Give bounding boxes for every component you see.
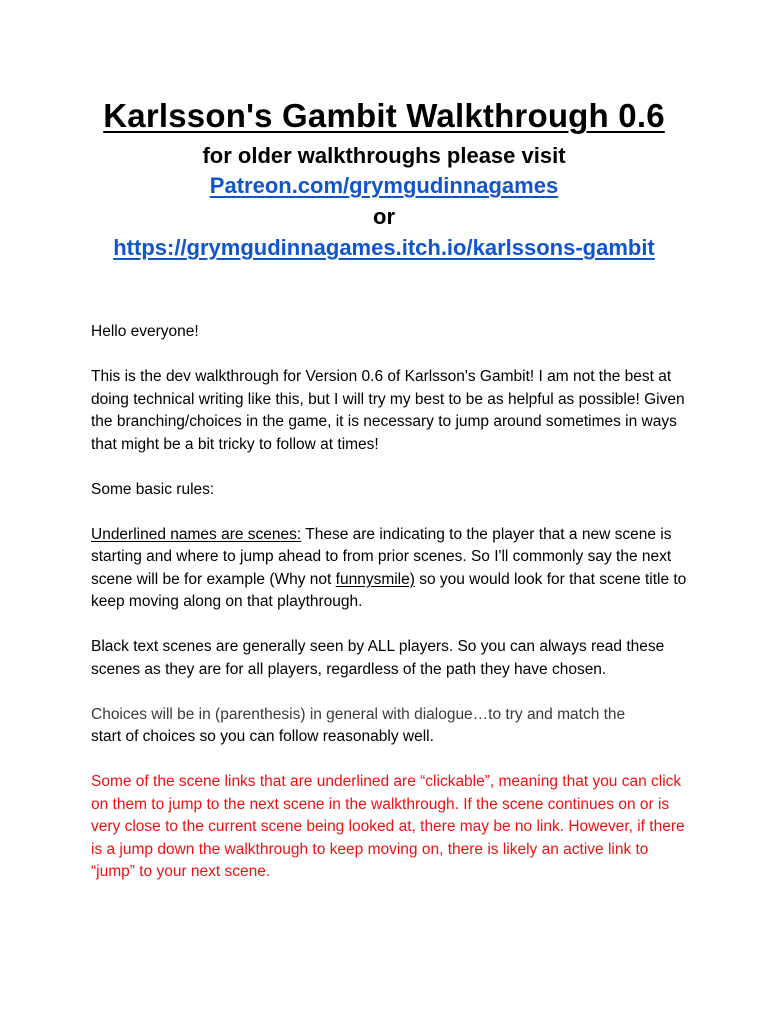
rule-clickable-links-paragraph: Some of the scene links that are underlined are “clickable”, meaning that you can click on them to jump to the next scene in the walkthrough. If the scene continues on or is very close to the current scene being looked at, there may be no link. However, if there is a jump down the walkthrough to keep moving on, there is likely an active link to “jump” to your next scene. xyxy=(91,773,685,880)
greeting-paragraph: Hello everyone! xyxy=(91,323,199,340)
patreon-link[interactable]: Patreon.com/grymgudinnagames xyxy=(209,173,559,198)
document-body xyxy=(91,321,691,906)
rule-scenes-label: Underlined names are scenes: xyxy=(91,525,302,543)
rule-scenes-paragraph xyxy=(91,524,691,614)
rule-choices-paragraph xyxy=(91,704,691,749)
rule-black-text-paragraph: Black text scenes are generally seen by ALL players. So you can always read these scenes as they are for all players, regardless of the path they have chosen. xyxy=(91,638,665,678)
scene-example-link[interactable]: funnysmile) xyxy=(335,570,415,588)
subtitle: for older walkthroughs please visit xyxy=(202,143,566,168)
intro-paragraph: This is the dev walkthrough for Version 0.6 of Karlsson's Gambit! I am not the best at doing technical writing like this, but I will try my best to be as helpful as possible! Given the branching/choices in the game, it is necessary to jump around sometimes in ways that might be a bit tricky to follow at times! xyxy=(91,368,685,453)
itch-link[interactable]: https://grymgudinnagames.itch.io/karlssons-gambit xyxy=(113,235,655,260)
or-separator: or xyxy=(373,204,395,229)
rule-choices-gray-text: Choices will be in (parenthesis) in general with dialogue…to try and match the xyxy=(91,705,626,723)
rule-scenes-text-b: so you would look for that scene title to keep moving along on that playthrough. xyxy=(91,570,687,610)
rule-scenes-text-a: These are indicating to the player that a new scene is starting and where to jump ahead to from prior scenes. So I'll commonly say the next scene will be for example (Why not xyxy=(91,525,672,588)
document-header xyxy=(0,96,768,263)
rule-choices-black-text: start of choices so you can follow reasonably well. xyxy=(91,728,434,745)
rules-heading: Some basic rules: xyxy=(91,480,215,498)
page-title: Karlsson's Gambit Walkthrough 0.6 xyxy=(103,97,665,134)
